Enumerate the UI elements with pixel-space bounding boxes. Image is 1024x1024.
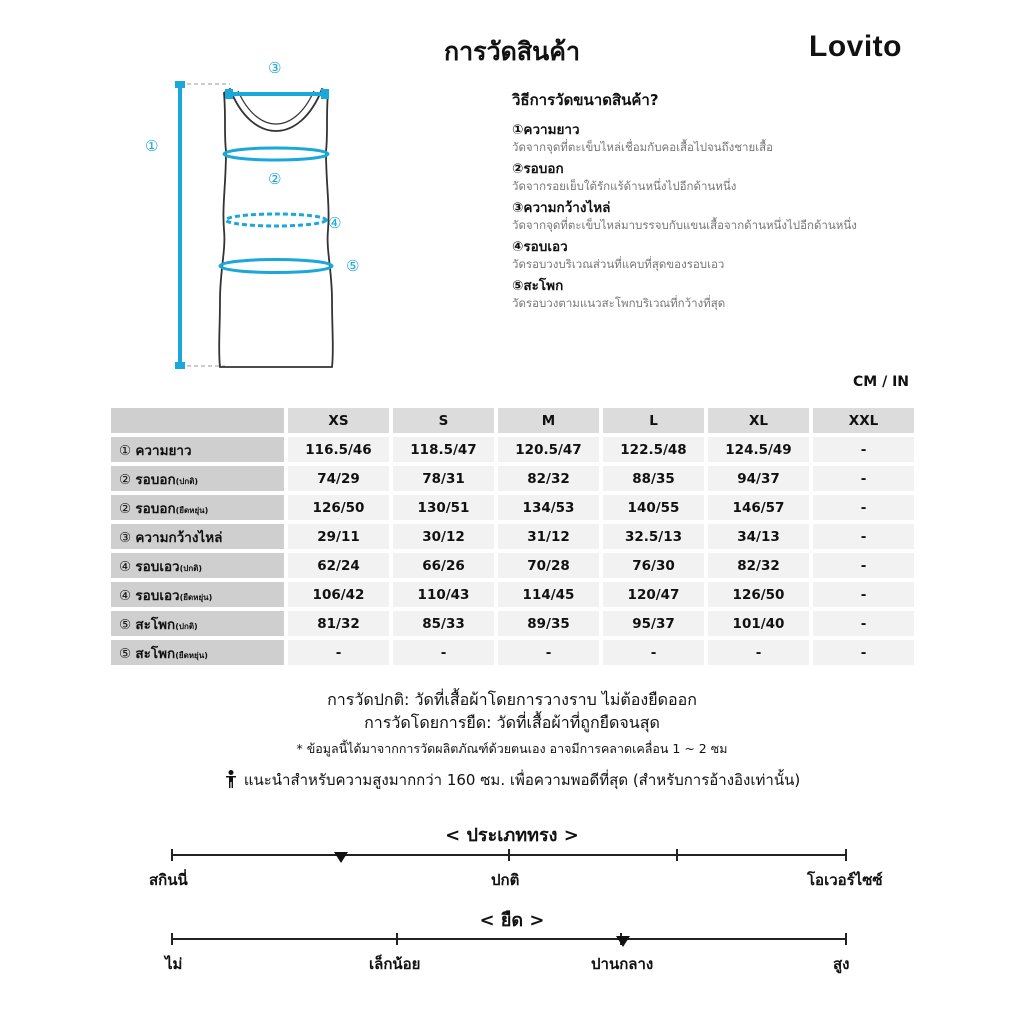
table-cell: -	[288, 640, 389, 665]
table-cell: 146/57	[708, 495, 809, 520]
instruction-item	[512, 200, 932, 233]
person-icon	[224, 770, 238, 792]
normal-measure-note: การวัดปกติ: วัดที่เสื้อผ้าโดยการวางราบ ไม่ต้องยืดออก	[327, 690, 697, 709]
measure-instructions	[512, 88, 932, 317]
table-cell: 101/40	[708, 611, 809, 636]
row-label-text: สะโพก	[135, 645, 176, 662]
marker-length: ①	[145, 137, 159, 155]
row-label-text: รอบเอว	[135, 558, 180, 575]
scale-tick	[396, 933, 398, 945]
instruction-desc: วัดรอบวงบริเวณส่วนที่แคบที่สุดของรอบเอว	[512, 257, 725, 271]
instruction-item	[512, 278, 932, 311]
row-number: ④	[119, 587, 132, 604]
dress-diagram	[140, 55, 370, 375]
table-cell: 114/45	[498, 582, 599, 607]
table-cell: 76/30	[603, 553, 704, 578]
row-number: ①	[119, 442, 132, 459]
table-cell: -	[813, 495, 914, 520]
table-cell: 94/37	[708, 466, 809, 491]
unit-label: CM / IN	[853, 374, 909, 390]
marker-hip: ⑤	[346, 257, 360, 275]
row-label	[111, 611, 284, 636]
instruction-item	[512, 239, 932, 272]
table-cell: 88/35	[603, 466, 704, 491]
table-cell: 82/32	[498, 466, 599, 491]
row-number: ②	[119, 500, 132, 517]
row-number: ④	[119, 558, 132, 575]
table-header-row	[111, 408, 914, 433]
row-label-text: ความกว้างไหล่	[135, 529, 223, 546]
scale-line	[171, 938, 847, 940]
table-cell: 66/26	[393, 553, 494, 578]
stretch-scale	[165, 930, 850, 973]
scale-tick	[171, 849, 173, 861]
disclaimer-note: * ข้อมูลนี้ได้มาจากการวัดผลิตภัณฑ์ด้วยตนเอง อาจมีการคลาดเคลื่อน 1 ~ 2 ซม	[296, 741, 728, 756]
stretch-scale-title: < ยืด >	[479, 910, 545, 931]
table-row	[111, 495, 914, 520]
table-row	[111, 582, 914, 607]
table-cell: 29/11	[288, 524, 389, 549]
table-cell: 32.5/13	[603, 524, 704, 549]
fit-label-oversize: โอเวอร์ไซซ์	[807, 871, 883, 889]
table-row	[111, 640, 914, 665]
row-label	[111, 524, 284, 549]
table-cell: -	[813, 437, 914, 462]
scale-tick	[508, 849, 510, 861]
row-label-text: ความยาว	[135, 442, 192, 459]
table-cell: 95/37	[603, 611, 704, 636]
table-cell: 122.5/48	[603, 437, 704, 462]
row-label	[111, 640, 284, 665]
row-number: ⑤	[119, 616, 132, 633]
size-header: L	[603, 408, 704, 433]
instruction-desc: วัดจากจุดที่ตะเข็บไหล่มาบรรจบกับแขนเสื้อจากด้านหนึ่งไปอีกด้านหนึ่ง	[512, 218, 857, 232]
instruction-desc: วัดจากจุดที่ตะเข็บไหล่เชื่อมกับคอเสื้อไปจนถึงชายเสื้อ	[512, 140, 774, 154]
table-cell: 34/13	[708, 524, 809, 549]
row-label-text: สะโพก	[135, 616, 176, 633]
table-cell: -	[813, 582, 914, 607]
fit-marker	[334, 852, 348, 863]
table-cell: 74/29	[288, 466, 389, 491]
stretch-label-medium: ปานกลาง	[591, 955, 654, 973]
instruction-item	[512, 161, 932, 194]
instruction-desc: วัดจากรอยเย็บใต้รักแร้ด้านหนึ่งไปอีกด้านหนึ่ง	[512, 179, 737, 193]
table-cell: 81/32	[288, 611, 389, 636]
stretch-label-high: สูง	[833, 955, 850, 973]
scale-tick	[676, 849, 678, 861]
table-cell: -	[393, 640, 494, 665]
table-cell: 126/50	[708, 582, 809, 607]
row-label-sub: (ปกติ)	[175, 476, 199, 486]
marker-waist: ④	[328, 214, 342, 232]
instruction-title: ⑤สะโพก	[512, 278, 564, 294]
row-label	[111, 582, 284, 607]
instruction-title: ④รอบเอว	[512, 239, 568, 255]
table-cell: 106/42	[288, 582, 389, 607]
table-cell: 62/24	[288, 553, 389, 578]
instruction-item	[512, 122, 932, 155]
row-number: ②	[119, 471, 132, 488]
size-table	[107, 404, 918, 669]
size-header: S	[393, 408, 494, 433]
row-label	[111, 437, 284, 462]
table-cell: 118.5/47	[393, 437, 494, 462]
row-label-text: รอบอก	[135, 500, 176, 517]
row-number: ⑤	[119, 645, 132, 662]
table-cell: 31/12	[498, 524, 599, 549]
row-label	[111, 495, 284, 520]
table-cell: 89/35	[498, 611, 599, 636]
row-label-sub: (ยืดหยุ่น)	[179, 592, 213, 602]
table-cell: 110/43	[393, 582, 494, 607]
stretch-label-none: ไม่	[165, 955, 183, 973]
page-title: การวัดสินค้า	[444, 37, 580, 66]
marker-shoulder: ③	[268, 59, 282, 77]
row-label-sub: (ปกติ)	[175, 621, 198, 631]
size-header: XS	[288, 408, 389, 433]
table-cell: 120.5/47	[498, 437, 599, 462]
row-label	[111, 553, 284, 578]
scale-tick	[845, 849, 847, 861]
fit-scale-title: < ประเภททรง >	[445, 825, 579, 846]
table-cell: -	[603, 640, 704, 665]
scale-tick	[845, 933, 847, 945]
table-row	[111, 611, 914, 636]
table-cell: -	[813, 524, 914, 549]
table-cell: 85/33	[393, 611, 494, 636]
row-number: ③	[119, 529, 132, 546]
table-cell: 124.5/49	[708, 437, 809, 462]
row-label-sub: (ปกติ)	[179, 563, 203, 573]
row-label	[111, 466, 284, 491]
fit-scale	[149, 846, 883, 889]
stretch-measure-note: การวัดโดยการยืด: วัดที่เสื้อผ้าที่ถูกยืดจนสุด	[364, 713, 660, 732]
size-header: M	[498, 408, 599, 433]
row-label-text: รอบอก	[135, 471, 176, 488]
table-cell: 130/51	[393, 495, 494, 520]
size-header: XL	[708, 408, 809, 433]
table-cell: -	[708, 640, 809, 665]
row-label-sub: (ยืดหยุ่น)	[175, 650, 208, 660]
table-row	[111, 437, 914, 462]
table-cell: 140/55	[603, 495, 704, 520]
table-cell: 70/28	[498, 553, 599, 578]
instruction-title: ③ความกว้างไหล่	[512, 200, 611, 216]
table-cell: 126/50	[288, 495, 389, 520]
table-cell: 116.5/46	[288, 437, 389, 462]
table-row	[111, 524, 914, 549]
instruction-title: ②รอบอก	[512, 161, 564, 177]
height-note	[0, 768, 1024, 792]
instruction-desc: วัดรอบวงตามแนวสะโพกบริเวณที่กว้างที่สุด	[512, 296, 726, 310]
table-cell: 82/32	[708, 553, 809, 578]
table-cell: -	[498, 640, 599, 665]
table-row	[111, 466, 914, 491]
height-note-text: แนะนำสำหรับความสูงมากกว่า 160 ซม. เพื่อความพอดีที่สุด (สำหรับการอ้างอิงเท่านั้น)	[243, 771, 801, 789]
table-cell: -	[813, 553, 914, 578]
table-cell: 30/12	[393, 524, 494, 549]
brand-logo: Lovito	[809, 30, 902, 63]
stretch-marker	[616, 936, 630, 947]
fit-label-skinny: สกินนี่	[149, 871, 188, 889]
table-cell: 134/53	[498, 495, 599, 520]
row-label-text: รอบเอว	[135, 587, 180, 604]
stretch-label-slight: เล็กน้อย	[369, 955, 421, 973]
fit-label-regular: ปกติ	[491, 871, 520, 889]
table-cell: 120/47	[603, 582, 704, 607]
size-header: XXL	[813, 408, 914, 433]
row-label-sub: (ยืดหยุ่น)	[175, 505, 209, 515]
table-row	[111, 553, 914, 578]
marker-bust: ②	[268, 170, 282, 188]
table-cell: -	[813, 466, 914, 491]
scale-tick	[171, 933, 173, 945]
table-cell: 78/31	[393, 466, 494, 491]
table-corner	[111, 408, 284, 433]
table-cell: -	[813, 640, 914, 665]
table-cell: -	[813, 611, 914, 636]
instruction-title: ①ความยาว	[512, 122, 580, 138]
instructions-heading: วิธีการวัดขนาดสินค้า?	[512, 91, 659, 109]
